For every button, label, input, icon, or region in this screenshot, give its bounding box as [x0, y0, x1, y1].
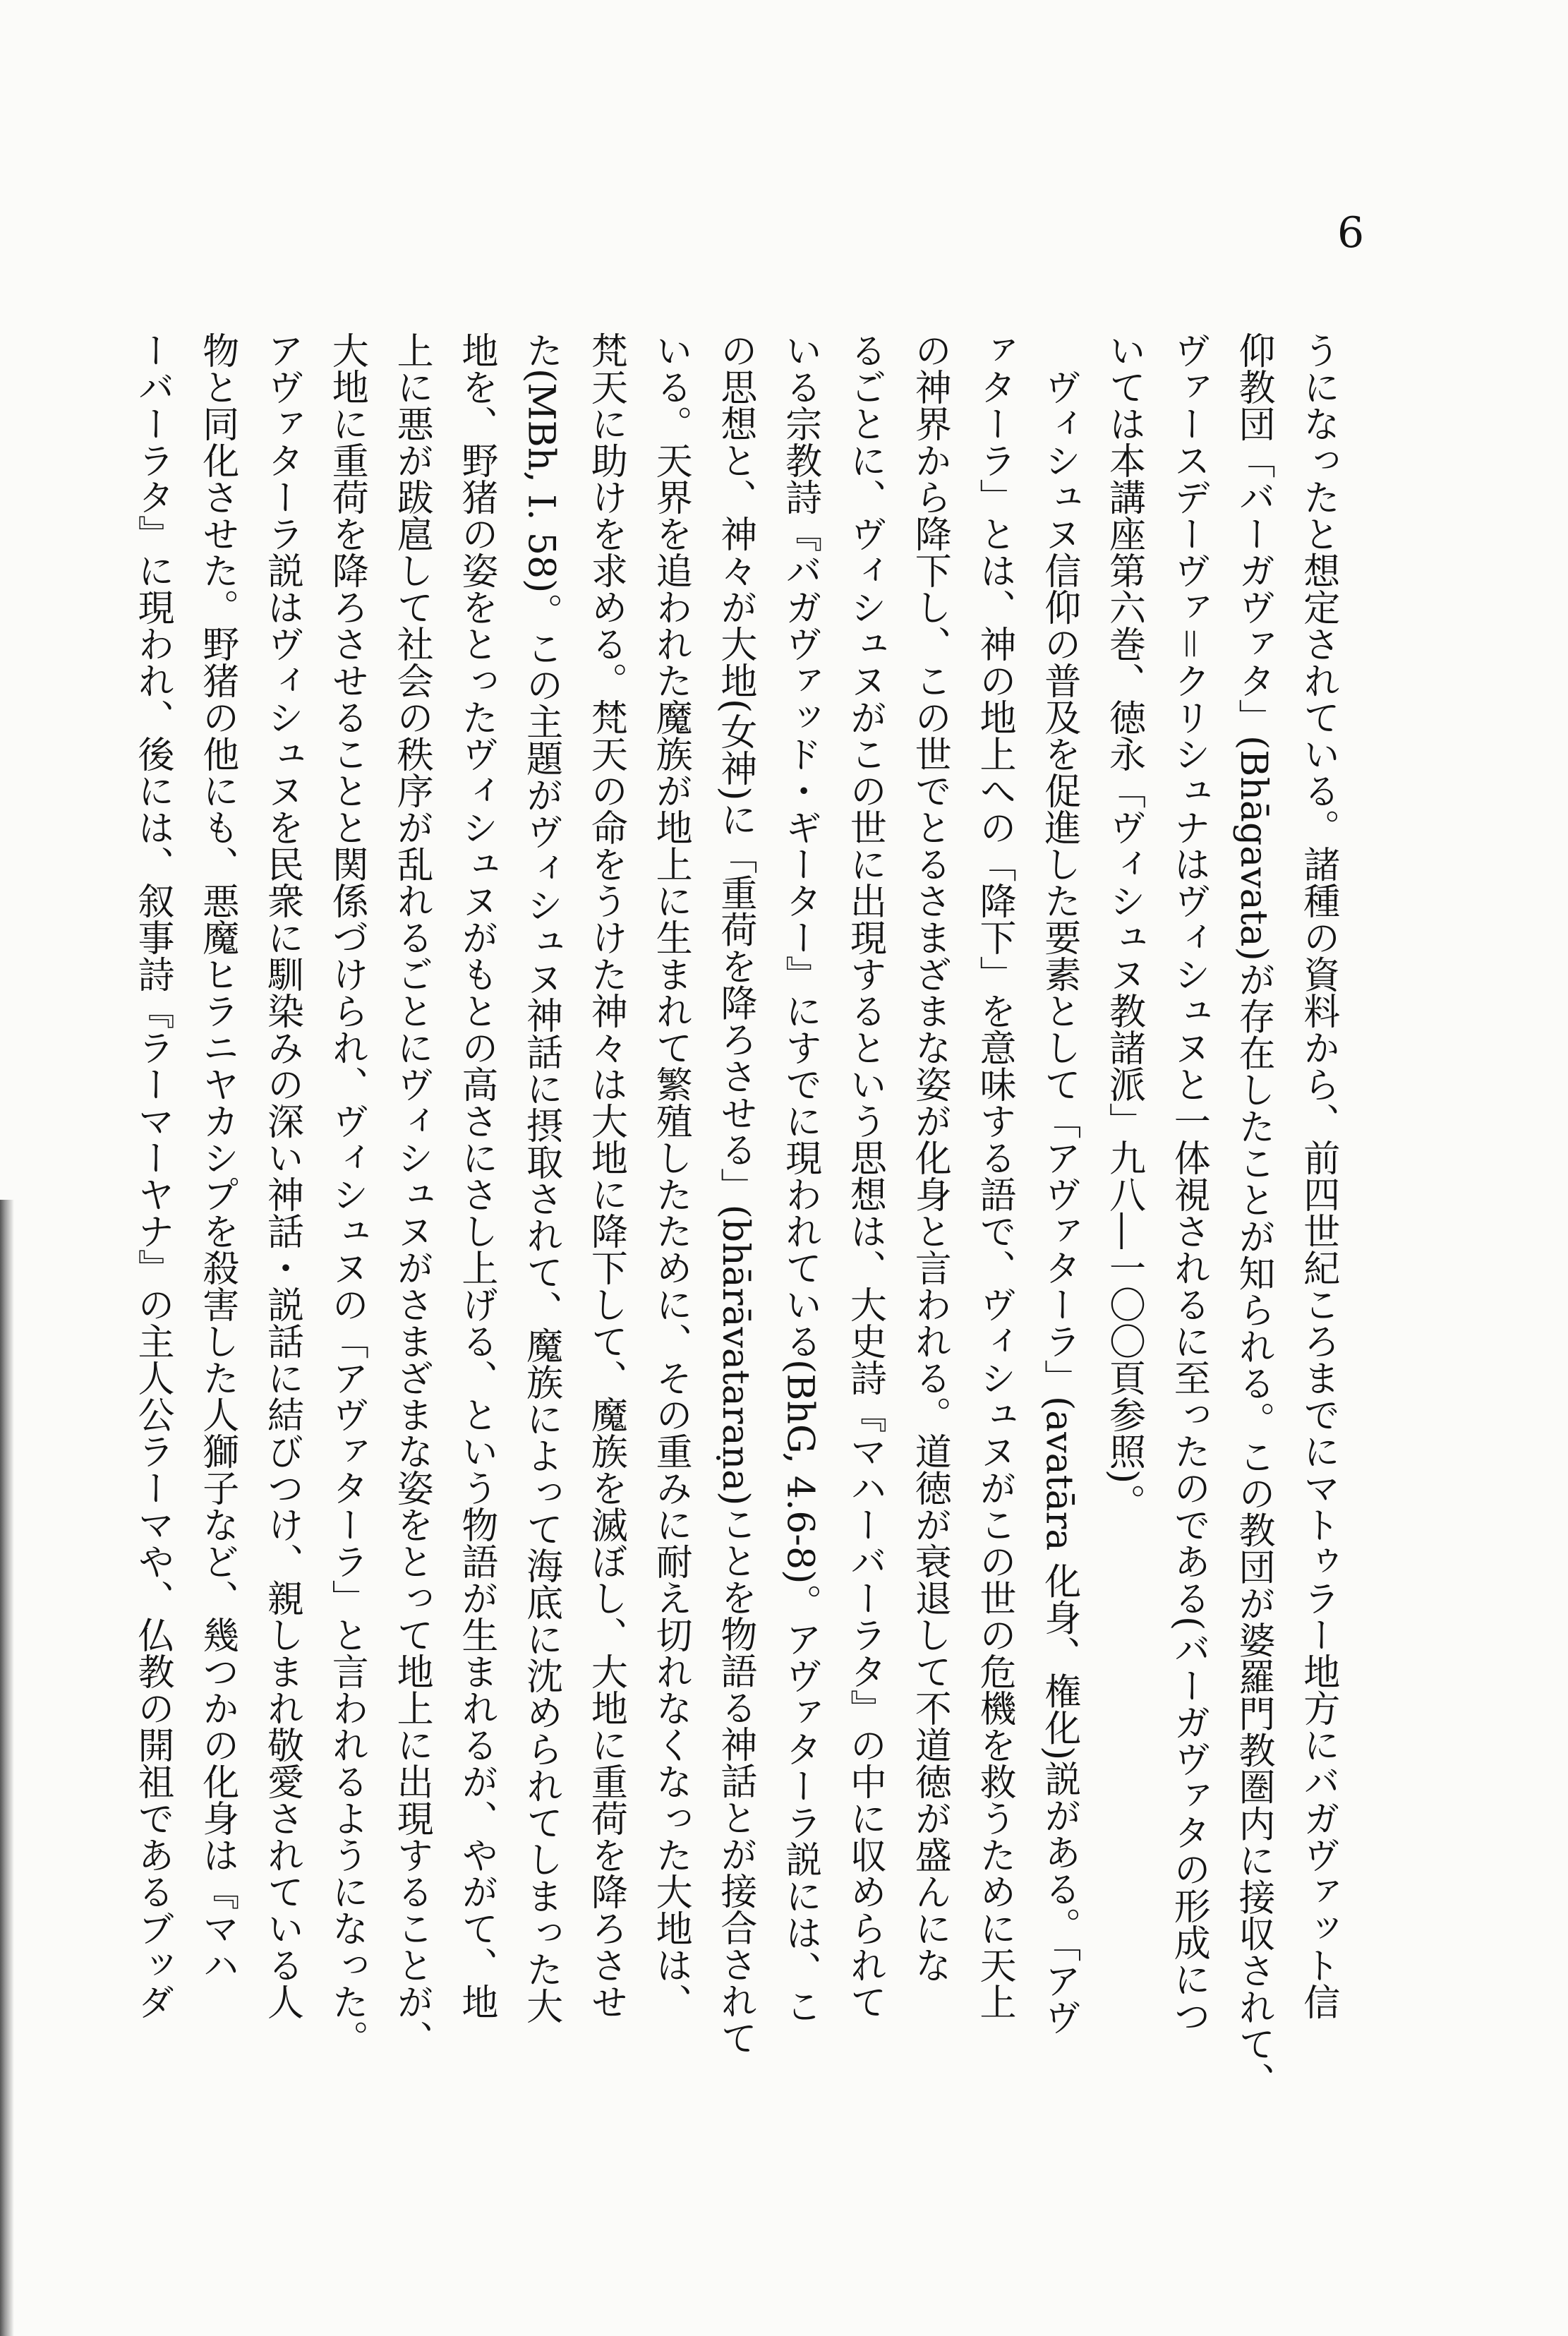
- text-column: いる。天界を追われた魔族が地上に生まれて繁殖したために、その重みに耐え切れなくなった大地は、: [649, 332, 692, 2020]
- text-column: ヴィシュヌ信仰の普及を促進した要素として「アヴァターラ」(avatāra 化身、権化)説がある。「アヴ: [1037, 332, 1080, 2036]
- text-column: 梵天に助けを求める。梵天の命をうけた神々は大地に降下して、魔族を滅ぼし、大地に重荷を降ろさせ: [584, 332, 627, 2020]
- text-column: いては本講座第六巻、徳永「ヴィシュヌ教諸派」九八―一〇〇頁参照)。: [1102, 332, 1145, 1521]
- vertical-text-body: [121, 332, 1349, 2138]
- text-column: いる宗教詩『バガヴァッド・ギーター』にすでに現われている(BhG, 4.6-8)。アヴァターラ説には、こ: [778, 332, 821, 2025]
- text-column: 物と同化させた。野猪の他にも、悪魔ヒラニヤカシプを殺害した人獅子など、幾つかの化身は『マハ: [195, 332, 239, 1983]
- binding-shadow: [0, 1200, 14, 2336]
- text-column: の神界から降下し、この世でとるさまざまな姿が化身と言われる。道徳が衰退して不道徳が盛んにな: [908, 332, 951, 1983]
- text-column: た(MBh, I. 58)。この主題がヴィシュヌ神話に摂取されて、魔族によって海底に沈められてしまった大: [519, 332, 562, 2025]
- text-column: ァターラ」とは、神の地上への「降下」を意味する語で、ヴィシュヌがこの世の危機を救うために天上: [972, 332, 1015, 2020]
- text-column: 仰教団「バーガヴァタ」(Bhāgavata)が存在したことが知られる。この教団が婆羅門教圏内に接収されて、: [1232, 332, 1275, 2099]
- text-column: るごとに、ヴィシュヌがこの世に出現するという思想は、大史詩『マハーバーラタ』の中に収められて: [843, 332, 886, 2020]
- text-column: 上に悪が跋扈して社会の秩序が乱れるごとにヴィシュヌがさまざまな姿をとって地上に出現することが、: [390, 332, 433, 2057]
- text-column: 大地に重荷を降ろさせることと関係づけられ、ヴィシュヌの「アヴァターラ」と言われるようになった。: [325, 332, 368, 2057]
- text-column: ーバーラタ』に現われ、後には、叙事詩『ラーマーヤナ』の主人公ラーマや、仏教の開祖であるブッダ: [131, 332, 174, 2020]
- text-column: ヴァースデーヴァ＝クリシュナはヴィシュヌと一体視されるに至ったのである(バーガヴァタの形成につ: [1167, 332, 1210, 2035]
- text-column: うになったと想定されている。諸種の資料から、前四世紀ころまでにマトゥラー地方にバガヴァット信: [1296, 332, 1339, 2020]
- text-column: アヴァターラ説はヴィシュヌを民衆に馴染みの深い神話・説話に結びつけ、親しまれ敬愛されている人: [260, 332, 303, 2020]
- text-column: 地を、野猪の姿をとったヴィシュヌがもとの高さにさし上げる、という物語が生まれるが、やがて、地: [454, 332, 497, 2020]
- page-number: 6: [1337, 208, 1365, 258]
- text-column: の思想と、神々が大地(女神)に「重荷を降ろさせる」(bhārāvataraṇa)ことを物語る神話とが接合されて: [713, 332, 756, 2057]
